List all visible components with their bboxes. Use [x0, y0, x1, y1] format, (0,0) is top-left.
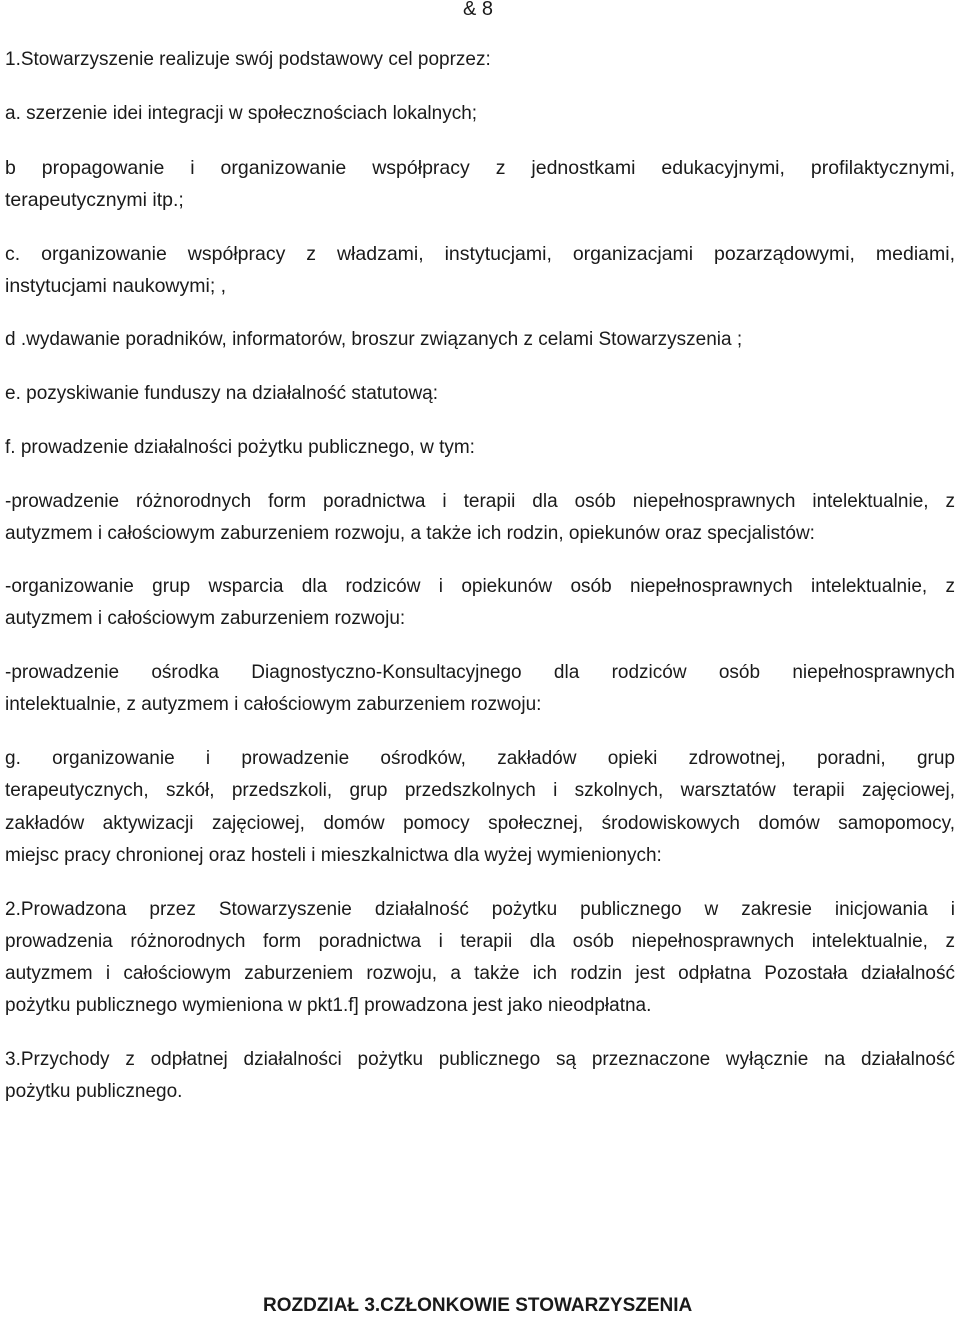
item-g-line-1: g. organizowanie i prowadzenie ośrodków, zakładów opieki zdrowotnej, poradni, grup	[5, 748, 955, 769]
item-a: a. szerzenie idei integracji w społecznościach lokalnych;	[5, 103, 478, 124]
item-f: f. prowadzenie działalności pożytku publicznego, w tym:	[5, 437, 475, 458]
item-b-line-2: terapeutycznymi itp.;	[5, 189, 184, 211]
point-1-intro: 1.Stowarzyszenie realizuje swój podstawowy cel poprzez:	[5, 49, 491, 70]
item-f-sub-2-line-2: autyzmem i całościowym zaburzeniem rozwoju:	[5, 608, 406, 629]
item-c-line-1: c. organizowanie współpracy z władzami, instytucjami, organizacjami pozarządowymi, mediami,	[5, 243, 955, 265]
item-g-line-3: zakładów aktywizacji zajęciowej, domów pomocy społecznej, środowiskowych domów samopomocy,	[5, 813, 955, 834]
chapter-heading: ROZDZIAŁ 3.CZŁONKOWIE STOWARZYSZENIA	[263, 1295, 693, 1316]
item-d: d .wydawanie poradników, informatorów, broszur związanych z celami Stowarzyszenia ;	[5, 329, 743, 350]
point-3-line-2: pożytku publicznego.	[5, 1081, 183, 1102]
point-2-line-1: 2.Prowadzona przez Stowarzyszenie działalność pożytku publicznego w zakresie inicjowania i	[5, 899, 955, 920]
point-2-line-2: prowadzenia różnorodnych form poradnictwa i terapii dla osób niepełnosprawnych intelektualnie, z	[5, 931, 955, 952]
item-b-line-1: b propagowanie i organizowanie współpracy z jednostkami edukacyjnymi, profilaktycznymi,	[5, 157, 955, 179]
item-c-line-2: instytucjami naukowymi; ,	[5, 275, 227, 297]
point-2-line-4: pożytku publicznego wymieniona w pkt1.f] prowadzona jest jako nieodpłatna.	[5, 995, 652, 1016]
item-f-sub-2-line-1: -organizowanie grup wsparcia dla rodziców i opiekunów osób niepełnosprawnych intelektualnie, z	[5, 576, 955, 597]
item-f-sub-1-line-2: autyzmem i całościowym zaburzeniem rozwoju, a także ich rodzin, opiekunów oraz specjalistów:	[5, 523, 815, 544]
item-g-line-4: miejsc pracy chronionej oraz hosteli i mieszkalnictwa dla wyżej wymienionych:	[5, 845, 662, 866]
paragraph-marker: & 8	[463, 0, 494, 20]
item-f-sub-3-line-2: intelektualnie, z autyzmem i całościowym zaburzeniem rozwoju:	[5, 694, 542, 715]
item-f-sub-3-line-1: -prowadzenie ośrodka Diagnostyczno-Konsultacyjnego dla rodziców osób niepełnosprawnych	[5, 662, 955, 683]
item-e: e. pozyskiwanie funduszy na działalność statutową:	[5, 383, 439, 404]
point-3-line-1: 3.Przychody z odpłatnej działalności pożytku publicznego są przeznaczone wyłącznie na działalność	[5, 1049, 955, 1070]
point-2-line-3: autyzmem i całościowym zaburzeniem rozwoju, a także ich rodzin jest odpłatna Pozostała działalność	[5, 963, 955, 984]
item-f-sub-1-line-1: -prowadzenie różnorodnych form poradnictwa i terapii dla osób niepełnosprawnych intelektualnie, z	[5, 491, 955, 512]
item-g-line-2: terapeutycznych, szkół, przedszkoli, grup przedszkolnych i szkolnych, warsztatów terapii zajęciowej,	[5, 780, 955, 801]
